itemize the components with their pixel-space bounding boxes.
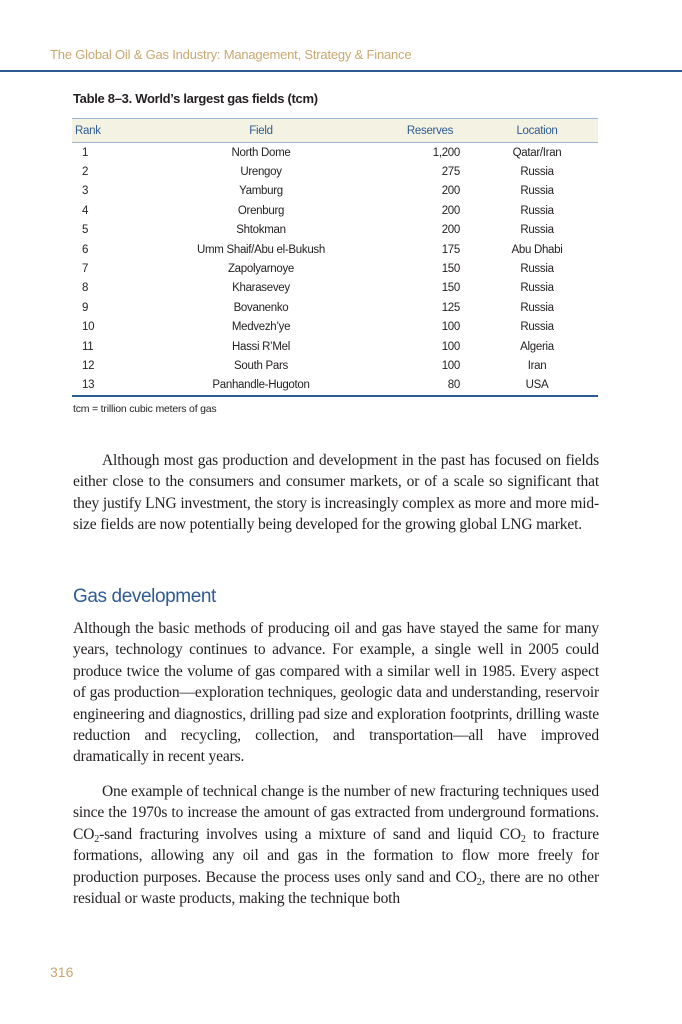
cell-location: Russia — [520, 224, 554, 237]
gas-fields-table — [72, 118, 598, 397]
cell-rank: 5 — [82, 224, 89, 237]
cell-field: Medvezh’ye — [231, 321, 291, 334]
table-row — [72, 240, 598, 259]
subscript-2: 2 — [94, 833, 100, 845]
cell-field: Kharasevey — [232, 282, 290, 295]
table-row — [72, 318, 598, 337]
cell-location: Russia — [520, 321, 554, 334]
column-header-reserves: Reserves — [384, 119, 476, 143]
cell-rank: 6 — [82, 243, 89, 256]
gas-fields-table-container — [72, 118, 598, 397]
cell-location: Russia — [520, 301, 554, 314]
cell-location: USA — [476, 376, 598, 396]
cell-field: Shtokman — [236, 224, 286, 237]
cell-rank: 8 — [82, 282, 89, 295]
cell-field: Orenburg — [237, 204, 285, 217]
cell-reserves: 125 — [441, 301, 460, 314]
table-row — [72, 337, 598, 356]
cell-rank: 12 — [82, 359, 95, 372]
table-note: tcm = trillion cubic meters of gas — [73, 403, 217, 415]
cell-location: Russia — [520, 263, 554, 276]
cell-location: Algeria — [520, 340, 554, 353]
table-title: Table 8–3. World’s largest gas fields (tcm) — [73, 91, 318, 106]
paragraph-3-text-3: to fracture formations, allowing any oil and gas in the formation to flow more freely for production purposes. Because the process uses only sand and CO — [73, 825, 599, 886]
cell-rank: 4 — [82, 204, 89, 217]
paragraph-3-text-1: One example of technical change is the number of new fracturing techniques used since the 1970s to increase the amount of gas extracted from underground formations. CO — [73, 783, 599, 843]
column-header-location: Location — [476, 119, 598, 143]
cell-field: Yamburg — [239, 185, 283, 198]
cell-rank: 7 — [82, 263, 89, 276]
cell-rank: 2 — [82, 166, 89, 179]
cell-rank: 11 — [82, 340, 94, 353]
table-row — [72, 201, 598, 220]
cell-field: South Pars — [234, 359, 288, 372]
paragraph-3-text-2: -sand fracturing involves using a mixture of sand and liquid CO — [99, 825, 521, 843]
cell-reserves: 100 — [441, 359, 460, 372]
section-heading: Gas development — [73, 586, 216, 607]
body-paragraph-1: Although most gas production and development in the past has focused on fields either close to the consumers and consumer markets, or of a scale so significant that they justify LNG investment, the story is increasingly complex as more and more mid-size fields are now potentially being developed for the growing global LNG market. — [73, 452, 599, 534]
table-row — [72, 162, 598, 181]
cell-location: Qatar/Iran — [512, 146, 562, 159]
cell-location: Russia — [520, 204, 554, 217]
cell-field: North Dome — [231, 146, 291, 159]
column-header-rank: Rank — [72, 119, 138, 143]
cell-reserves: 200 — [441, 185, 460, 198]
table-row — [72, 279, 598, 298]
cell-reserves: 275 — [441, 166, 460, 179]
cell-field: Umm Shaif/Abu el-Bukush — [197, 243, 325, 256]
cell-field: Urengoy — [240, 166, 282, 179]
table-row — [72, 376, 598, 396]
cell-rank: 3 — [82, 185, 89, 198]
cell-field: Bovanenko — [233, 301, 289, 314]
cell-rank: 10 — [82, 321, 95, 334]
cell-reserves: 150 — [441, 282, 460, 295]
cell-location: Iran — [527, 359, 547, 372]
table-row — [72, 182, 598, 201]
body-paragraph-2: Although the basic methods of producing oil and gas have stayed the same for many years, technology continues to advance. For example, a single well in 2005 could produce twice the volume of gas compared with a similar well in 1985. Every aspect of gas production—exploration techniques, geologic data and understanding, reservoir engineering and diagnostics, drilling pad size and exploration footprints, drilling waste reduction and recycling, collection, and transportation—all have improved dramatically in recent years. — [73, 620, 599, 766]
table-row — [72, 298, 598, 317]
table-row — [72, 356, 598, 375]
cell-location: Russia — [520, 282, 554, 295]
cell-location: Abu Dhabi — [511, 243, 563, 256]
cell-reserves: 150 — [441, 263, 460, 276]
cell-reserves: 200 — [441, 204, 460, 217]
cell-reserves: 100 — [441, 340, 460, 353]
cell-reserves: 1,200 — [432, 146, 460, 159]
cell-reserves: 100 — [441, 321, 460, 334]
cell-field: Hassi R’Mel — [231, 340, 291, 353]
table-row — [72, 143, 598, 163]
cell-field: Panhandle-Hugoton — [138, 376, 384, 396]
subscript-2: 2 — [520, 833, 526, 845]
cell-rank: 1 — [82, 146, 89, 159]
cell-location: Russia — [520, 166, 554, 179]
body-paragraph-3 — [73, 781, 599, 909]
cell-rank: 13 — [72, 376, 138, 396]
paragraph-3-text-4: , there are no other residual or waste products, making the technique both — [73, 868, 600, 908]
cell-reserves: 80 — [384, 376, 476, 396]
cell-reserves: 200 — [441, 224, 460, 237]
page-number: 316 — [50, 964, 74, 980]
column-header-field: Field — [138, 119, 384, 143]
table-row — [72, 221, 598, 240]
table-row — [72, 259, 598, 278]
cell-field: Zapolyarnoye — [227, 263, 295, 276]
cell-rank: 9 — [82, 301, 89, 314]
cell-reserves: 175 — [441, 243, 460, 256]
table-header-row — [72, 119, 598, 143]
running-head: The Global Oil & Gas Industry: Management, Strategy & Finance — [50, 47, 412, 62]
subscript-2: 2 — [476, 876, 482, 888]
header-rule — [0, 70, 682, 72]
cell-location: Russia — [520, 185, 554, 198]
